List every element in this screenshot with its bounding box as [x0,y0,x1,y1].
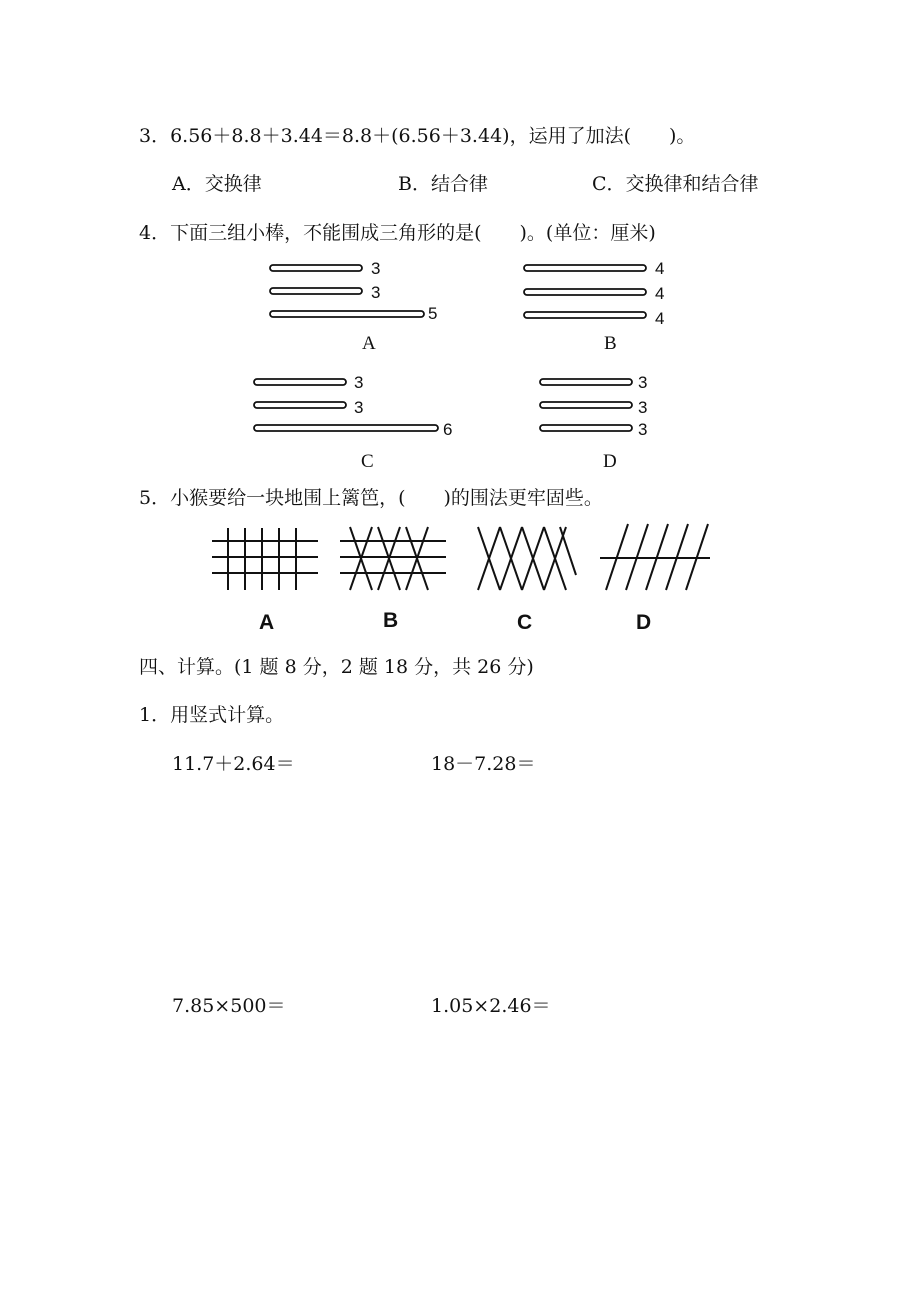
section-heading: 四、计算。(1 题 8 分，2 题 18 分，共 26 分) [139,656,534,678]
stick [270,288,362,294]
stick-length-label: 3 [638,398,648,417]
stick-length-label: 4 [655,259,665,278]
group-label: A [362,333,376,354]
stick-length-label: 3 [354,398,364,417]
stick [270,265,362,271]
stick-length-label: 3 [638,420,648,439]
stick [524,289,646,295]
problem-4: 1.05×2.46＝ [431,995,551,1017]
stick [540,379,632,385]
group-label: D [603,451,617,472]
stick-group-d [540,373,647,472]
fence-label: B [383,609,399,632]
stick-length-label: 3 [354,373,364,392]
stick [270,311,424,317]
stick-length-label: 3 [371,259,381,278]
group-label: B [604,333,617,354]
stick-group-c [254,373,452,472]
q1-stem: 1．用竖式计算。 [139,704,285,726]
stick-length-label: 4 [655,284,665,303]
stick [540,402,632,408]
stick [254,425,438,431]
stick [254,402,346,408]
stick [524,265,646,271]
fence-a-grid [212,528,318,634]
q3-option-b: B．结合律 [398,173,488,195]
group-label: C [361,451,374,472]
problem-3: 7.85×500＝ [172,995,286,1017]
problem-2: 18－7.28＝ [431,753,536,775]
stick [254,379,346,385]
stick-length-label: 3 [371,283,381,302]
fence-b-diagonal [340,527,446,632]
fence-c-crosshatch [478,527,576,634]
stick-group-a [270,259,437,354]
fence-label: D [636,611,652,634]
stick [540,425,632,431]
fence-label: C [517,611,533,634]
stick-group-b [524,259,664,354]
stick [524,312,646,318]
stick-length-label: 6 [443,420,453,439]
q3-option-c: C．交换律和结合律 [592,173,759,195]
stick-length-label: 5 [428,304,438,323]
stick-length-label: 3 [638,373,648,392]
stick-length-label: 4 [655,309,665,328]
q3-stem: 3．6.56＋8.8＋3.44＝8.8＋(6.56＋3.44)，运用了加法( )。 [139,125,696,147]
fence-label: A [259,611,275,634]
fence-d-slanted [600,524,710,634]
q5-stem: 5．小猴要给一块地围上篱笆，( )的围法更牢固些。 [139,487,603,509]
q4-stem: 4．下面三组小棒，不能围成三角形的是( )。(单位：厘米) [139,222,656,244]
q3-option-a: A．交换律 [172,173,262,195]
problem-1: 11.7＋2.64＝ [172,753,295,775]
